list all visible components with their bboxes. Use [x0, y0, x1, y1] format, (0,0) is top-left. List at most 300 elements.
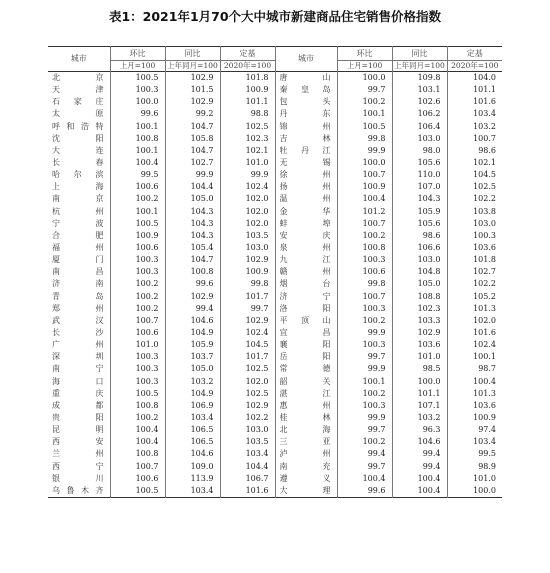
mom-value-cell: 100.6: [110, 473, 165, 485]
yoy-value-cell: 104.3: [392, 193, 447, 205]
mom-value-cell: 100.7: [337, 218, 392, 230]
fixed-value-cell: 102.7: [447, 266, 502, 278]
mom-value-cell: 100.0: [337, 72, 392, 85]
fixed-value-cell: 103.0: [447, 218, 502, 230]
table-row: [48, 266, 502, 278]
fixed-value-cell: 102.0: [220, 193, 275, 205]
mom-base-header: 上月=100: [337, 61, 392, 72]
mom-value-cell: 100.8: [110, 133, 165, 145]
yoy-value-cell: 99.2: [165, 108, 220, 120]
fixed-value-cell: 101.6: [447, 327, 502, 339]
yoy-value-cell: 106.5: [165, 436, 220, 448]
yoy-value-cell: 104.3: [165, 206, 220, 218]
city-name-cell: 天津: [52, 85, 104, 95]
mom-value-cell: 100.4: [337, 193, 392, 205]
mom-value-cell: 99.9: [337, 327, 392, 339]
fixed-value-cell: 102.2: [447, 193, 502, 205]
yoy-value-cell: 106.6: [392, 242, 447, 254]
fixed-value-cell: 103.5: [220, 436, 275, 448]
city-name-cell: 洛阳: [275, 303, 337, 315]
fixed-value-cell: 101.6: [447, 96, 502, 108]
mom-value-cell: 100.4: [110, 157, 165, 169]
yoy-value-cell: 104.3: [165, 218, 220, 230]
city-name-cell: 厦门: [52, 255, 104, 265]
mom-value-cell: 100.7: [337, 169, 392, 181]
yoy-value-cell: 105.4: [165, 242, 220, 254]
table-row: [48, 193, 502, 205]
mom-value-cell: 100.3: [337, 400, 392, 412]
fixed-value-cell: 98.9: [447, 461, 502, 473]
fixed-value-cell: 103.6: [447, 242, 502, 254]
yoy-value-cell: 99.4: [392, 461, 447, 473]
city-name-cell: 宜昌: [275, 327, 337, 339]
fixed-value-cell: 102.2: [220, 412, 275, 424]
fixed-value-cell: 98.8: [220, 108, 275, 120]
fixed-value-cell: 101.8: [447, 254, 502, 266]
yoy-value-cell: 105.6: [392, 157, 447, 169]
yoy-value-cell: 102.9: [165, 72, 220, 85]
yoy-value-cell: 103.2: [165, 376, 220, 388]
city-name-cell: 常德: [275, 363, 337, 375]
yoy-value-cell: 99.4: [392, 448, 447, 460]
yoy-value-cell: 106.5: [165, 424, 220, 436]
yoy-value-cell: 103.7: [165, 351, 220, 363]
city-name-cell: 烟台: [275, 278, 337, 290]
city-name-cell: 乌鲁木齐: [52, 485, 104, 495]
yoy-value-cell: 104.9: [165, 327, 220, 339]
mom-value-cell: 99.7: [337, 351, 392, 363]
yoy-value-cell: 103.0: [392, 254, 447, 266]
city-name-cell: 锦州: [275, 121, 337, 133]
yoy-value-cell: 109.8: [392, 72, 447, 85]
mom-value-cell: 100.8: [337, 242, 392, 254]
city-name-cell: 金华: [275, 206, 337, 218]
yoy-value-cell: 104.3: [165, 230, 220, 242]
mom-value-cell: 100.1: [337, 108, 392, 120]
mom-value-cell: 99.9: [337, 363, 392, 375]
fixed-value-cell: 102.0: [447, 315, 502, 327]
yoy-value-cell: 102.3: [392, 303, 447, 315]
fixed-value-cell: 98.6: [447, 145, 502, 157]
city-name-cell: 济南: [52, 279, 104, 289]
fixed-value-cell: 103.4: [447, 436, 502, 448]
city-name-cell: 唐山: [275, 72, 337, 85]
fixed-value-cell: 102.9: [220, 315, 275, 327]
city-name-cell: 银川: [52, 473, 104, 483]
mom-value-cell: 100.2: [337, 315, 392, 327]
yoy-value-cell: 98.0: [392, 145, 447, 157]
city-name-cell: 深圳: [52, 352, 104, 362]
city-name-cell: 西宁: [52, 461, 104, 471]
fixed-value-cell: 100.9: [447, 412, 502, 424]
table-row: [48, 157, 502, 169]
mom-value-cell: 100.3: [110, 84, 165, 96]
fixed-value-cell: 101.7: [220, 351, 275, 363]
fixed-value-cell: 99.8: [220, 278, 275, 290]
table-row: [48, 108, 502, 120]
city-name-cell: 三亚: [275, 436, 337, 448]
city-name-cell: 石家庄: [52, 97, 104, 107]
fixed-value-cell: 104.0: [447, 72, 502, 85]
table-row: [48, 96, 502, 108]
city-name-cell: 包头: [275, 96, 337, 108]
city-name-cell: 岳阳: [275, 351, 337, 363]
mom-value-cell: 100.6: [110, 181, 165, 193]
city-name-cell: 泸州: [275, 448, 337, 460]
city-name-cell: 安庆: [275, 230, 337, 242]
table-title: 表1：2021年1月70个大中城市新建商品住宅销售价格指数: [108, 9, 442, 24]
mom-value-cell: 100.2: [110, 412, 165, 424]
yoy-value-cell: 105.0: [165, 193, 220, 205]
mom-value-cell: 100.2: [110, 291, 165, 303]
city-header: 城市: [70, 54, 87, 63]
table-row: [48, 145, 502, 157]
table-row: [48, 169, 502, 181]
fixed-value-cell: 102.5: [220, 121, 275, 133]
fixed-value-cell: 100.0: [447, 485, 502, 498]
table-row: [48, 388, 502, 400]
mom-value-cell: 100.3: [337, 339, 392, 351]
yoy-value-cell: 105.9: [165, 339, 220, 351]
yoy-value-cell: 113.9: [165, 473, 220, 485]
fixed-value-cell: 102.2: [447, 278, 502, 290]
yoy-header: 同比: [165, 47, 220, 61]
city-name-cell: 九江: [275, 254, 337, 266]
fixed-value-cell: 101.1: [447, 84, 502, 96]
city-name-cell: 遵义: [275, 473, 337, 485]
mom-value-cell: 100.4: [110, 436, 165, 448]
mom-value-cell: 100.4: [337, 473, 392, 485]
yoy-value-cell: 108.8: [392, 291, 447, 303]
fixed-value-cell: 101.1: [220, 96, 275, 108]
city-name-cell: 无锡: [275, 157, 337, 169]
table-row: [48, 121, 502, 133]
city-name-cell: 徐州: [275, 169, 337, 181]
city-name-cell: 秦皇岛: [275, 84, 337, 96]
fixed-value-cell: 103.8: [447, 206, 502, 218]
mom-value-cell: 100.2: [110, 278, 165, 290]
city-name-cell: 海口: [52, 376, 104, 386]
table-row: [48, 315, 502, 327]
fixed-value-cell: 99.7: [220, 303, 275, 315]
fixed-value-cell: 102.5: [447, 181, 502, 193]
fixed-base-header: 2020年=100: [447, 61, 502, 72]
yoy-value-cell: 109.0: [165, 461, 220, 473]
city-name-cell: 沈阳: [52, 133, 104, 143]
fixed-value-cell: 103.4: [447, 108, 502, 120]
city-name-cell: 北京: [52, 73, 104, 83]
city-name-cell: 贵阳: [52, 413, 104, 422]
table-row: [48, 376, 502, 388]
mom-value-cell: 100.0: [110, 96, 165, 108]
mom-value-cell: 100.2: [337, 388, 392, 400]
fixed-value-cell: 101.0: [447, 473, 502, 485]
city-name-cell: 北海: [275, 424, 337, 436]
table-row: [48, 436, 502, 448]
city-name-cell: 青岛: [52, 291, 104, 301]
fixed-value-cell: 100.9: [220, 266, 275, 278]
yoy-value-cell: 110.0: [392, 169, 447, 181]
mom-value-cell: 99.7: [337, 424, 392, 436]
city-name-cell: 长沙: [52, 328, 104, 338]
table-row: [48, 448, 502, 460]
mom-value-cell: 100.3: [110, 266, 165, 278]
fixed-value-cell: 103.5: [220, 230, 275, 242]
fixed-value-cell: 102.5: [220, 388, 275, 400]
fixed-value-cell: 102.0: [220, 206, 275, 218]
table-row: [48, 254, 502, 266]
mom-value-cell: 100.2: [110, 193, 165, 205]
yoy-value-cell: 103.6: [392, 339, 447, 351]
mom-value-cell: 100.4: [110, 424, 165, 436]
yoy-value-cell: 100.8: [165, 266, 220, 278]
yoy-value-cell: 100.4: [392, 485, 447, 498]
fixed-value-cell: 100.9: [220, 84, 275, 96]
mom-value-cell: 100.3: [110, 351, 165, 363]
city-name-cell: 桂林: [275, 412, 337, 424]
table-row: [48, 72, 502, 85]
yoy-value-cell: 103.2: [392, 412, 447, 424]
price-index-table: [48, 46, 502, 498]
yoy-value-cell: 99.4: [165, 303, 220, 315]
fixed-value-cell: 101.6: [220, 485, 275, 498]
city-name-cell: 广州: [52, 340, 104, 350]
fixed-value-cell: 102.5: [220, 363, 275, 375]
fixed-value-cell: 104.5: [447, 169, 502, 181]
yoy-value-cell: 96.3: [392, 424, 447, 436]
table-row: [48, 351, 502, 363]
city-name-cell: 昆明: [52, 425, 104, 435]
yoy-value-cell: 105.8: [165, 133, 220, 145]
table-row: [48, 206, 502, 218]
fixed-value-cell: 102.4: [220, 327, 275, 339]
city-name-cell: 襄阳: [275, 339, 337, 351]
yoy-value-cell: 99.9: [165, 169, 220, 181]
yoy-value-cell: 106.9: [165, 400, 220, 412]
fixed-header: 定基: [220, 47, 275, 61]
mom-value-cell: 99.8: [337, 278, 392, 290]
city-name-cell: 南京: [52, 194, 104, 204]
mom-value-cell: 100.2: [337, 230, 392, 242]
city-name-cell: 蚌埠: [275, 218, 337, 230]
fixed-value-cell: 101.8: [220, 72, 275, 85]
mom-value-cell: 100.5: [110, 72, 165, 85]
fixed-value-cell: 102.0: [220, 218, 275, 230]
table-row: [48, 327, 502, 339]
yoy-value-cell: 103.0: [392, 133, 447, 145]
yoy-value-cell: 106.4: [392, 121, 447, 133]
mom-value-cell: 100.2: [337, 436, 392, 448]
city-name-cell: 大连: [52, 145, 104, 155]
yoy-value-cell: 104.8: [392, 266, 447, 278]
yoy-value-cell: 101.5: [165, 84, 220, 96]
fixed-value-cell: 102.1: [220, 145, 275, 157]
mom-value-cell: 100.3: [110, 254, 165, 266]
yoy-value-cell: 101.0: [392, 351, 447, 363]
mom-value-cell: 100.8: [110, 400, 165, 412]
table-row: [48, 84, 502, 96]
mom-value-cell: 100.7: [110, 315, 165, 327]
yoy-value-cell: 102.9: [392, 327, 447, 339]
table-row: [48, 412, 502, 424]
mom-value-cell: 100.8: [110, 448, 165, 460]
mom-value-cell: 100.7: [110, 461, 165, 473]
yoy-value-cell: 104.7: [165, 145, 220, 157]
yoy-value-cell: 105.0: [165, 363, 220, 375]
fixed-value-cell: 104.4: [220, 461, 275, 473]
fixed-value-cell: 102.4: [220, 181, 275, 193]
fixed-value-cell: 106.7: [220, 473, 275, 485]
mom-value-cell: 100.5: [110, 218, 165, 230]
mom-value-cell: 100.3: [337, 303, 392, 315]
city-name-cell: 成都: [52, 400, 104, 410]
city-name-cell: 杭州: [52, 206, 104, 216]
mom-header: 环比: [337, 47, 392, 61]
city-name-cell: 上海: [52, 182, 104, 192]
table-row: [48, 400, 502, 412]
table-row: [48, 278, 502, 290]
fixed-value-cell: 98.7: [447, 363, 502, 375]
yoy-value-cell: 105.6: [392, 218, 447, 230]
mom-value-cell: 99.4: [337, 448, 392, 460]
mom-value-cell: 100.1: [337, 376, 392, 388]
table-row: [48, 181, 502, 193]
yoy-value-cell: 102.7: [165, 157, 220, 169]
city-name-cell: 合肥: [52, 230, 104, 240]
city-name-cell: 温州: [275, 193, 337, 205]
city-name-cell: 兰州: [52, 449, 104, 459]
yoy-value-cell: 103.4: [165, 412, 220, 424]
fixed-value-cell: 103.0: [220, 242, 275, 254]
yoy-value-cell: 104.6: [165, 315, 220, 327]
fixed-value-cell: 100.4: [447, 376, 502, 388]
mom-value-cell: 101.0: [110, 339, 165, 351]
table-body: [48, 72, 502, 498]
fixed-value-cell: 104.5: [220, 339, 275, 351]
fixed-value-cell: 105.2: [447, 291, 502, 303]
yoy-value-cell: 104.6: [165, 448, 220, 460]
yoy-value-cell: 98.5: [392, 363, 447, 375]
table-row: [48, 291, 502, 303]
yoy-base-header: 上年同月=100: [165, 61, 220, 72]
city-name-cell: 太原: [52, 109, 104, 119]
fixed-value-cell: 101.3: [447, 303, 502, 315]
fixed-value-cell: 103.2: [447, 121, 502, 133]
fixed-value-cell: 101.3: [447, 388, 502, 400]
city-name-cell: 惠州: [275, 400, 337, 412]
mom-value-cell: 101.2: [337, 206, 392, 218]
city-name-cell: 大理: [275, 485, 337, 498]
city-name-cell: 长春: [52, 158, 104, 168]
yoy-value-cell: 107.1: [392, 400, 447, 412]
city-header: 城市: [275, 47, 337, 72]
city-name-cell: 宁波: [52, 218, 104, 228]
city-name-cell: 湛江: [275, 388, 337, 400]
fixed-value-cell: 99.5: [447, 448, 502, 460]
table-row: [48, 461, 502, 473]
table-row: [48, 485, 502, 498]
fixed-value-cell: 100.1: [447, 351, 502, 363]
yoy-value-cell: 100.4: [392, 473, 447, 485]
fixed-value-cell: 103.6: [447, 400, 502, 412]
yoy-value-cell: 101.1: [392, 388, 447, 400]
city-name-cell: 郑州: [52, 303, 104, 313]
table-row: [48, 339, 502, 351]
yoy-value-cell: 104.4: [165, 181, 220, 193]
yoy-value-cell: 98.6: [392, 230, 447, 242]
fixed-value-cell: 102.9: [220, 254, 275, 266]
city-name-cell: 呼和浩特: [52, 121, 104, 131]
city-name-cell: 武汉: [52, 315, 104, 325]
fixed-value-cell: 97.4: [447, 424, 502, 436]
table-row: [48, 133, 502, 145]
city-name-cell: 济宁: [275, 291, 337, 303]
mom-value-cell: 100.2: [110, 303, 165, 315]
fixed-header: 定基: [447, 47, 502, 61]
city-name-cell: 南宁: [52, 364, 104, 374]
table-row: [48, 230, 502, 242]
mom-header: 环比: [110, 47, 165, 61]
mom-value-cell: 99.6: [110, 108, 165, 120]
table-row: [48, 473, 502, 485]
yoy-value-cell: 107.0: [392, 181, 447, 193]
fixed-value-cell: 103.4: [220, 448, 275, 460]
yoy-value-cell: 102.9: [165, 291, 220, 303]
fixed-value-cell: 100.3: [447, 230, 502, 242]
city-name-cell: 福州: [52, 243, 104, 253]
yoy-value-cell: 100.0: [392, 376, 447, 388]
table-row: [48, 424, 502, 436]
mom-value-cell: 99.6: [337, 485, 392, 498]
table-row: [48, 242, 502, 254]
city-name-cell: 哈尔滨: [52, 170, 104, 180]
fixed-base-header: 2020年=100: [220, 61, 275, 72]
mom-value-cell: 100.5: [337, 121, 392, 133]
mom-value-cell: 100.6: [337, 266, 392, 278]
fixed-value-cell: 100.7: [447, 133, 502, 145]
city-name-cell: 南充: [275, 461, 337, 473]
fixed-value-cell: 102.0: [220, 376, 275, 388]
fixed-value-cell: 101.7: [220, 291, 275, 303]
fixed-value-cell: 101.0: [220, 157, 275, 169]
mom-value-cell: 99.9: [337, 412, 392, 424]
yoy-value-cell: 105.0: [392, 278, 447, 290]
fixed-value-cell: 99.9: [220, 169, 275, 181]
fixed-value-cell: 103.0: [220, 424, 275, 436]
mom-value-cell: 100.9: [337, 181, 392, 193]
mom-value-cell: 100.3: [110, 363, 165, 375]
mom-value-cell: 99.7: [337, 84, 392, 96]
table-row: [48, 218, 502, 230]
table-row: [48, 363, 502, 375]
yoy-value-cell: 104.6: [392, 436, 447, 448]
mom-value-cell: 100.1: [110, 121, 165, 133]
table-row: [48, 303, 502, 315]
city-name-cell: 扬州: [275, 181, 337, 193]
city-name-cell: 平顶山: [275, 315, 337, 327]
fixed-value-cell: 102.9: [220, 400, 275, 412]
city-name-cell: 丹东: [275, 108, 337, 120]
yoy-value-cell: 102.9: [165, 96, 220, 108]
yoy-value-cell: 103.3: [392, 315, 447, 327]
fixed-value-cell: 102.3: [220, 133, 275, 145]
mom-value-cell: 100.1: [110, 145, 165, 157]
fixed-value-cell: 102.4: [447, 339, 502, 351]
city-name-cell: 泉州: [275, 242, 337, 254]
mom-value-cell: 99.9: [337, 145, 392, 157]
mom-value-cell: 100.2: [337, 96, 392, 108]
mom-value-cell: 100.3: [337, 254, 392, 266]
